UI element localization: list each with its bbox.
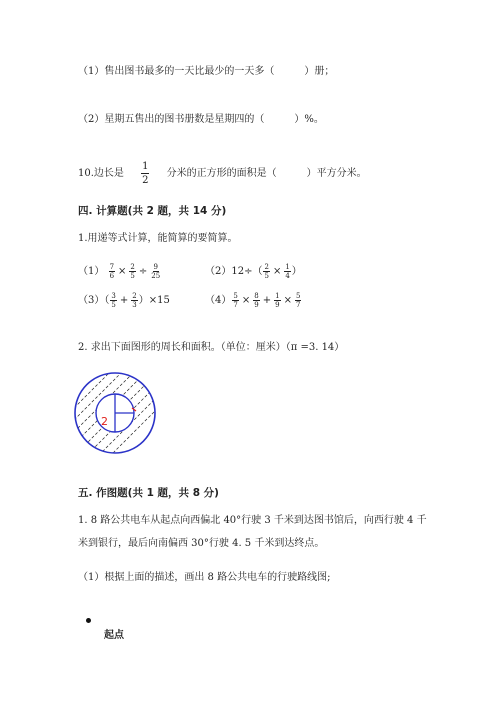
expr-3: （3）（ $\frac{3}{5}$ + $\frac{2}{3}$ ）×15 [78,292,170,309]
radius-label: 2 [101,415,108,428]
section5-q1-part1: （1）根据上面的描述，画出 8 路公共电车的行驶路线图; [78,572,331,583]
section5-q1-line2: 米到银行，最后向南偏西 30°行驶 4. 5 千米到达终点。 [78,538,325,549]
annulus-figure [70,368,160,458]
q10: 10.边长是 $\frac{1}{2}$ 分米的正方形的面积是（ ）平方分米。 [78,161,367,186]
start-point-dot [86,618,91,623]
expr-4: （4） $\frac{5}{7}$ × $\frac{8}{9}$ + $\frac{1}{9}$ × $\frac{5}{7}$ [205,292,301,309]
q9-part2: （2）星期五售出的图书册数是星期四的（ ）%。 [78,114,324,125]
section4-q1-text: 1.用递等式计算，能简算的要简算。 [78,233,238,244]
section5-q1-line1: 1. 8 路公共电车从起点向西偏北 40°行驶 3 千米到达图书馆后，向西行驶 4 千 [78,515,427,526]
section5-title: 五. 作图题(共 1 题，共 8 分) [78,487,219,499]
section4-title: 四. 计算题(共 2 题，共 14 分) [78,205,227,217]
expr-1: （1） $\frac{7}{6}$ × $\frac{2}{5}$ ÷ $\frac{9}{25}$ [78,263,161,280]
q10-fraction: $\frac{1}{2}$ [142,161,149,186]
expr-2: （2）12÷（ $\frac{2}{5}$ × $\frac{1}{4}$ ） [205,263,302,280]
start-point-label: 起点 [104,630,124,641]
q9-part1: （1）售出图书最多的一天比最少的一天多（ ）册； [78,66,335,77]
section4-q2-text: 2. 求出下面图形的周长和面积。（单位：厘米）（π =3. 14） [78,342,345,353]
